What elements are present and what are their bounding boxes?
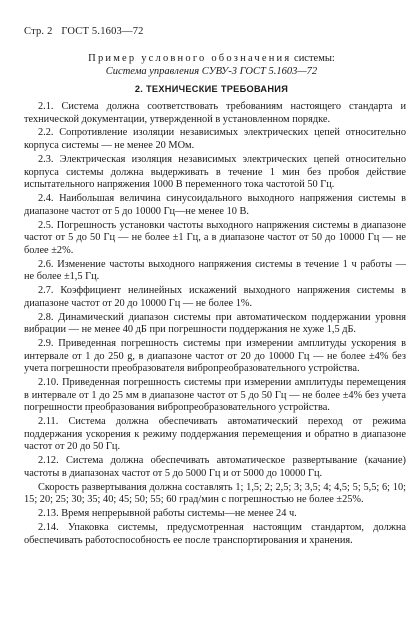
paragraph-2-12: 2.12. Система должна обеспечивать автоматическое развертывание (качание) частоты в диапазонах частот от 5 до 5000 Гц и от 5000 до 10000 Гц. [24,455,406,479]
standard-code: ГОСТ 5.1603—72 [61,26,144,37]
requirements-body [24,101,406,549]
paragraph-2-10: 2.10. Приведенная погрешность системы при измерении амплитуды перемещения в интервале от 1 до 25 мм в диапазоне частот от 5 до 50 Гц — не более ±4% без учета погрешности преобразования вибропреобразовательного устройства. [24,377,406,414]
paragraph-2-2: 2.2. Сопротивление изоляции независимых электрических цепей относительно корпуса системы — не менее 20 МОм. [24,127,406,152]
paragraph-2-1: 2.1. Система должна соответствовать требованиям настоящего стандарта и технической документации, утвержденной в установленном порядке. [24,101,406,125]
designation-example-label: Пример условного обозначения [88,53,292,64]
designation-example-value [24,65,399,78]
designation-example [24,52,399,78]
paragraph-2-4: 2.4. Наибольшая величина синусоидального выходного напряжения системы в диапазоне частот от 5 до 10000 Гц—не менее 10 В. [24,193,406,217]
paragraph-2-7: 2.7. Коэффициент нелинейных искажений выходного напряжения системы в диапазоне частот от 20 до 10000 Гц — не более 1%. [24,285,406,309]
paragraph-2-14: 2.14. Упаковка системы, предусмотренная настоящим стандартом, должна обеспечивать работоспособность ее после транспортирования и хранения. [24,522,406,546]
paragraph-2-9: 2.9. Приведенная погрешность системы при измерении амплитуды ускорения в интервале от 1 до 250 g, в диапазоне частот от 20 до 10000 Гц — не более ±4% без учета погрешности преобразователя вибропреобразовательного устройства. [24,338,406,375]
paragraph-2-11: 2.11. Система должна обеспечивать автоматический переход от режима поддержания ускорения к режиму поддержания перемещения и обратно в диапазоне частот от 20 до 50 Гц. [24,416,406,453]
designation-example-heading [24,52,399,65]
designation-example-text: Система управления СУВУ-3 ГОСТ 5.1603—72 [105,66,318,77]
paragraph-2-5: 2.5. Погрешность установки частоты выходного напряжения системы в диапазоне частот от 5 до 50 Гц — не более ±1 Гц, а в диапазоне частот от 50 до 10000 Гц — не более ±2%. [24,219,406,256]
paragraph-2-6: 2.6. Изменение частоты выходного напряжения системы в течение 1 ч работы — не более ±1,5 Гц. [24,258,406,283]
paragraph-2-3: 2.3. Электрическая изоляция независимых электрических цепей относительно корпуса системы должна выдерживать в течение 1 мин без пробоя действие испытательного напряжения 1000 В переменного тока частотой 50 Гц. [24,153,406,191]
paragraph-sweep-rate: Скорость развертывания должна составлять 1; 1,5; 2; 2,5; 3; 3,5; 4; 4,5; 5; 5,5; 6; 10; 15; 20; 25; 30; 35; 40; 45; 50; 55; 60 град/мин с погрешностью не более ±25%. [24,481,406,506]
paragraph-2-8: 2.8. Динамический диапазон системы при автоматическом поддержании уровня вибрации — не менее 40 дБ при погрешности поддержания не хуже 1,5 дБ. [24,311,406,336]
paragraph-2-13: 2.13. Время непрерывной работы системы—не менее 24 ч. [38,508,297,520]
designation-example-label-tail: системы: [291,53,335,64]
page-number: Стр. 2 [24,26,53,37]
section-title: 2. ТЕХНИЧЕСКИЕ ТРЕБОВАНИЯ [134,84,289,94]
page-header [24,26,144,37]
